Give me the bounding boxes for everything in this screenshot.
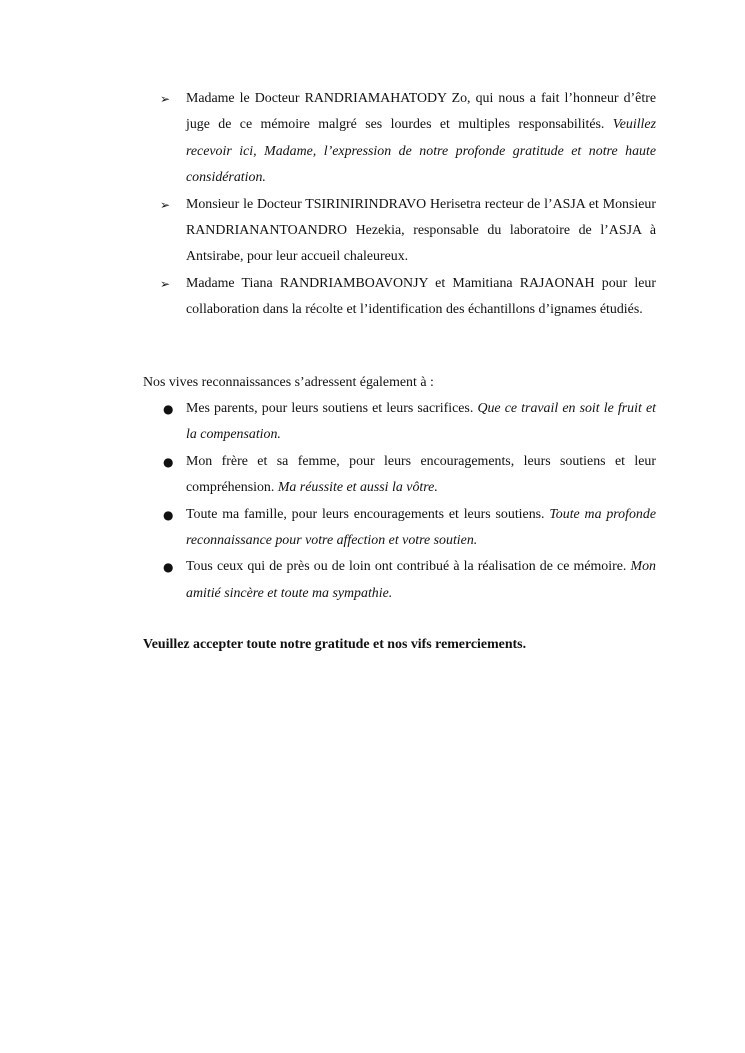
list-item [160,271,656,324]
list-item [160,86,656,192]
list-item-italic: Veuillez recevoir ici, Madame, l’expression de notre profonde gratitude et notre haute considération. [186,117,656,186]
list-item-text: Monsieur le Docteur TSIRINIRINDRAVO Herisetra recteur de l’ASJA et Monsieur RANDRIANANTOANDRO Hezekia, responsable du laboratoire de l’ASJA à Antsirabe, pour leur accueil chaleureux. [186,196,656,265]
closing-statement: Veuillez accepter toute notre gratitude et nos vifs remerciements. [143,637,527,652]
dot-bullet-icon: ● [163,402,174,416]
list-item [160,449,656,502]
intro-sentence: Nos vives reconnaissances s’adressent également à : [143,375,434,390]
list-item-italic: Toute ma profonde reconnaissance pour votre affection et votre soutien. [186,506,656,549]
list-item [160,192,656,271]
list-item-italic: Ma réussite et aussi la vôtre. [277,480,438,496]
list-item-text: Mes parents, pour leurs soutiens et leurs sacrifices. [186,401,478,416]
list-item-text: Mon frère et sa femme, pour leurs encouragements, leurs soutiens et leur compréhension. [186,453,656,496]
list-item [160,502,656,555]
dot-bullet-icon: ● [163,560,174,575]
list-item-text: Madame Tiana RANDRIAMBOAVONJY et Mamitiana RAJAONAH pour leur collaboration dans la récolte et l’identification des échantillons d’ignames étudiés. [186,275,656,318]
list-item-italic: Mon amitié sincère et toute ma sympathie. [186,559,656,601]
arrow-bullet-icon: ➢ [160,197,171,212]
arrow-bullet-icon: ➢ [160,276,171,291]
list-item [160,396,656,449]
dot-bullet-icon: ● [163,454,174,469]
list-item-italic: Que ce travail en soit le fruit et la compensation. [186,401,656,443]
dot-bullet-icon: ● [163,507,174,522]
list-item-text: Madame le Docteur RANDRIAMAHATODY Zo, qui nous a fait l’honneur d’être juge de ce mémoire malgré ses lourdes et multiples responsabilités. [186,91,656,133]
list-item [160,554,656,607]
list-item-text: Toute ma famille, pour leurs encouragements et leurs soutiens. [186,506,550,522]
thanks-list-secondary [160,396,656,607]
arrow-bullet-icon: ➢ [160,92,171,106]
list-item-text: Tous ceux qui de près ou de loin ont contribué à la réalisation de ce mémoire. [186,559,631,575]
thanks-list-primary [160,86,656,324]
